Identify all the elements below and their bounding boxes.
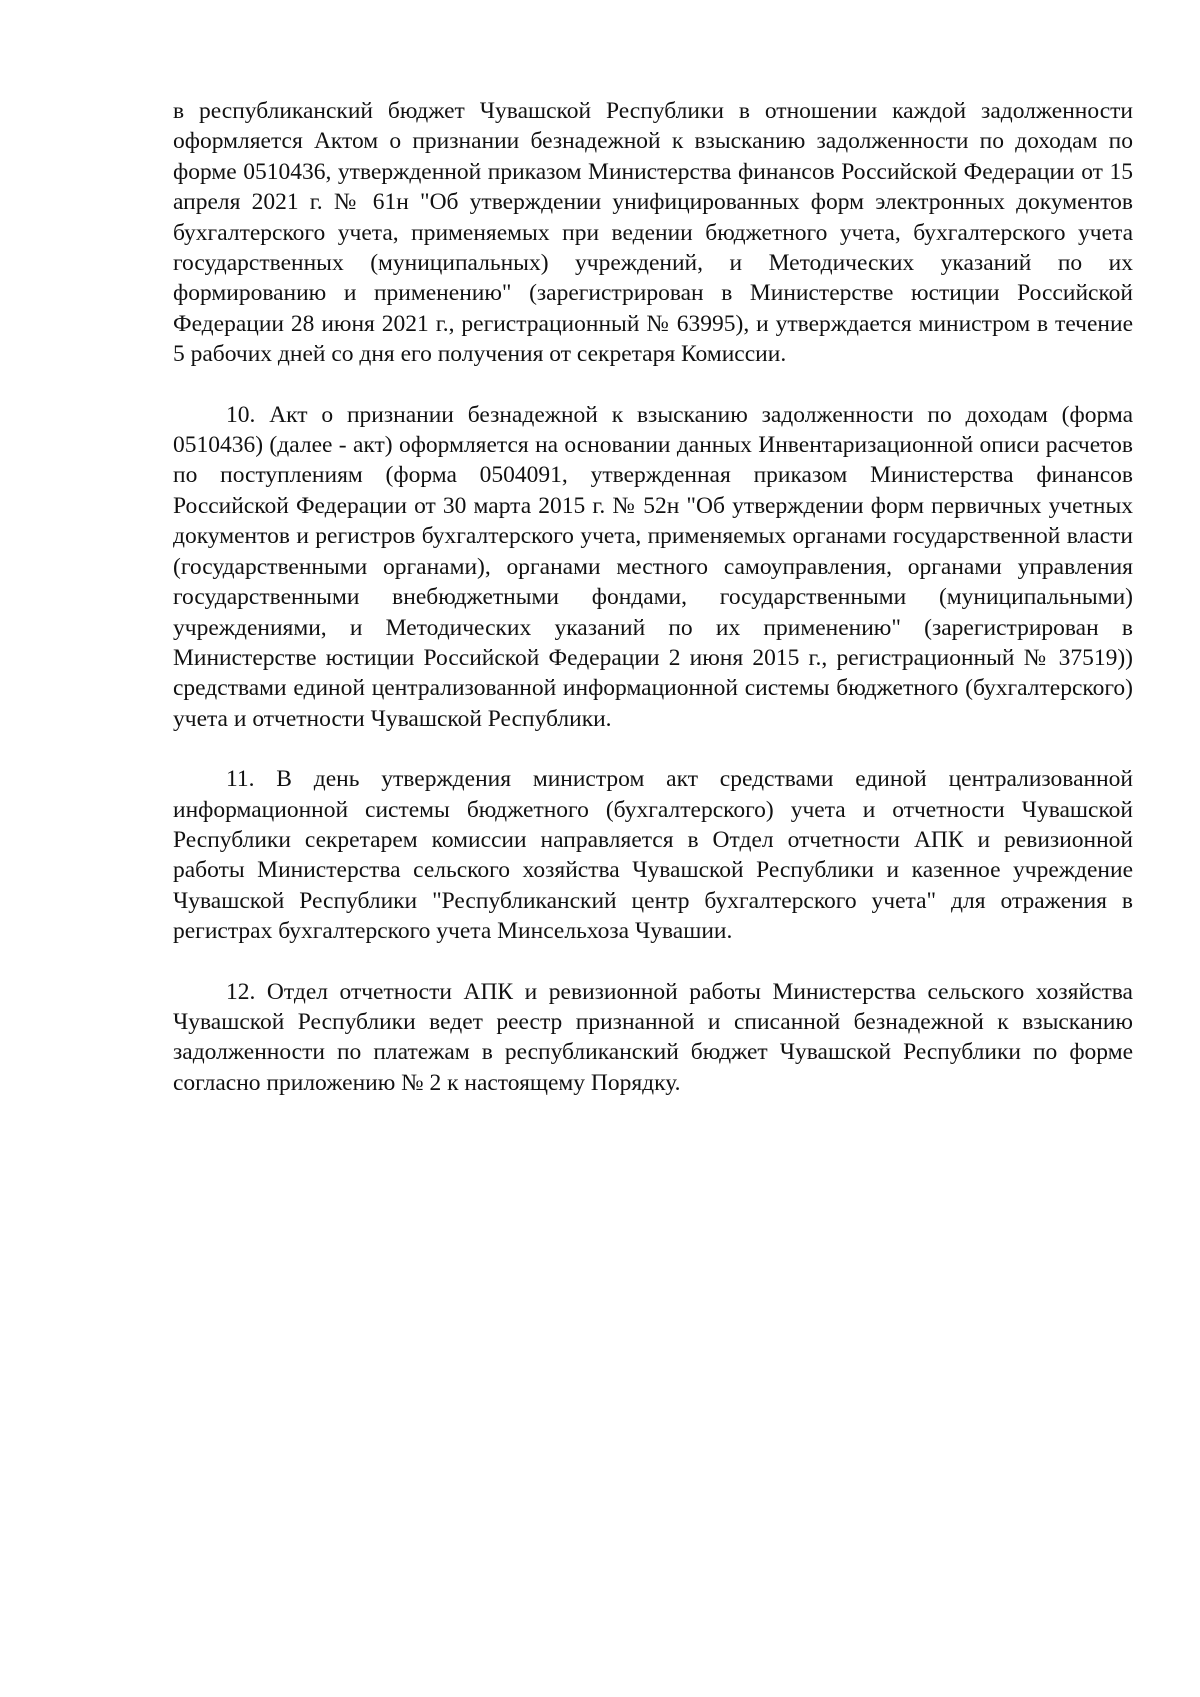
paragraph-12: 12. Отдел отчетности АПК и ревизионной работы Министерства сельского хозяйства Чувашской Республики ведет реестр признанной и списанной безнадежной к взысканию задолженности по платежам в республиканский бюджет Чувашской Республики по форме согласно приложению № 2 к настоящему Порядку. [173, 978, 1133, 1096]
paragraph-10: 10. Акт о признании безнадежной к взысканию задолженности по доходам (форма 0510436) (далее - акт) оформляется на основании данных Инвентаризационной описи расчетов по поступлениям (форма 0504091, утвержденная приказом Министерства финансов Российской Федерации от 30 марта 2015 г. № 52н "Об утверждении форм первичных учетных документов и регистров бухгалтерского учета, применяемых органами государственной власти (государственными органами), органами местного самоуправления, органами управления государственными внебюджетными фондами, государственными (муниципальными) учреждениями, и Методических указаний по их применению" (зарегистрирован в Министерстве юстиции Российской Федерации 2 июня 2015 г., регистрационный № 37519)) средствами единой централизованной информационной системы бюджетного (бухгалтерского) учета и отчетности Чувашской Республики. [173, 401, 1133, 732]
paragraph-11: 11. В день утверждения министром акт средствами единой централизованной информационной системы бюджетного (бухгалтерского) учета и отчетности Чувашской Республики секретарем комиссии направляется в Отдел отчетности АПК и ревизионной работы Министерства сельского хозяйства Чувашской Республики и казенное учреждение Чувашской Республики "Республиканский центр бухгалтерского учета" для отражения в регистрах бухгалтерского учета Минсельхоза Чувашии. [173, 766, 1133, 945]
document-body [173, 96, 1133, 1098]
paragraph-9-continuation: в республиканский бюджет Чувашской Республики в отношении каждой задолженности оформляется Актом о признании безнадежной к взысканию задолженности по доходам по форме 0510436, утвержденной приказом Министерства финансов Российской Федерации от 15 апреля 2021 г. № 61н "Об утверждении унифицированных форм электронных документов бухгалтерского учета, применяемых при ведении бюджетного учета, бухгалтерского учета государственных (муниципальных) учреждений, и Методических указаний по их формированию и применению" (зарегистрирован в Министерстве юстиции Российской Федерации 28 июня 2021 г., регистрационный № 63995), и утверждается министром в течение 5 рабочих дней со дня его получения от секретаря Комиссии. [173, 98, 1133, 368]
